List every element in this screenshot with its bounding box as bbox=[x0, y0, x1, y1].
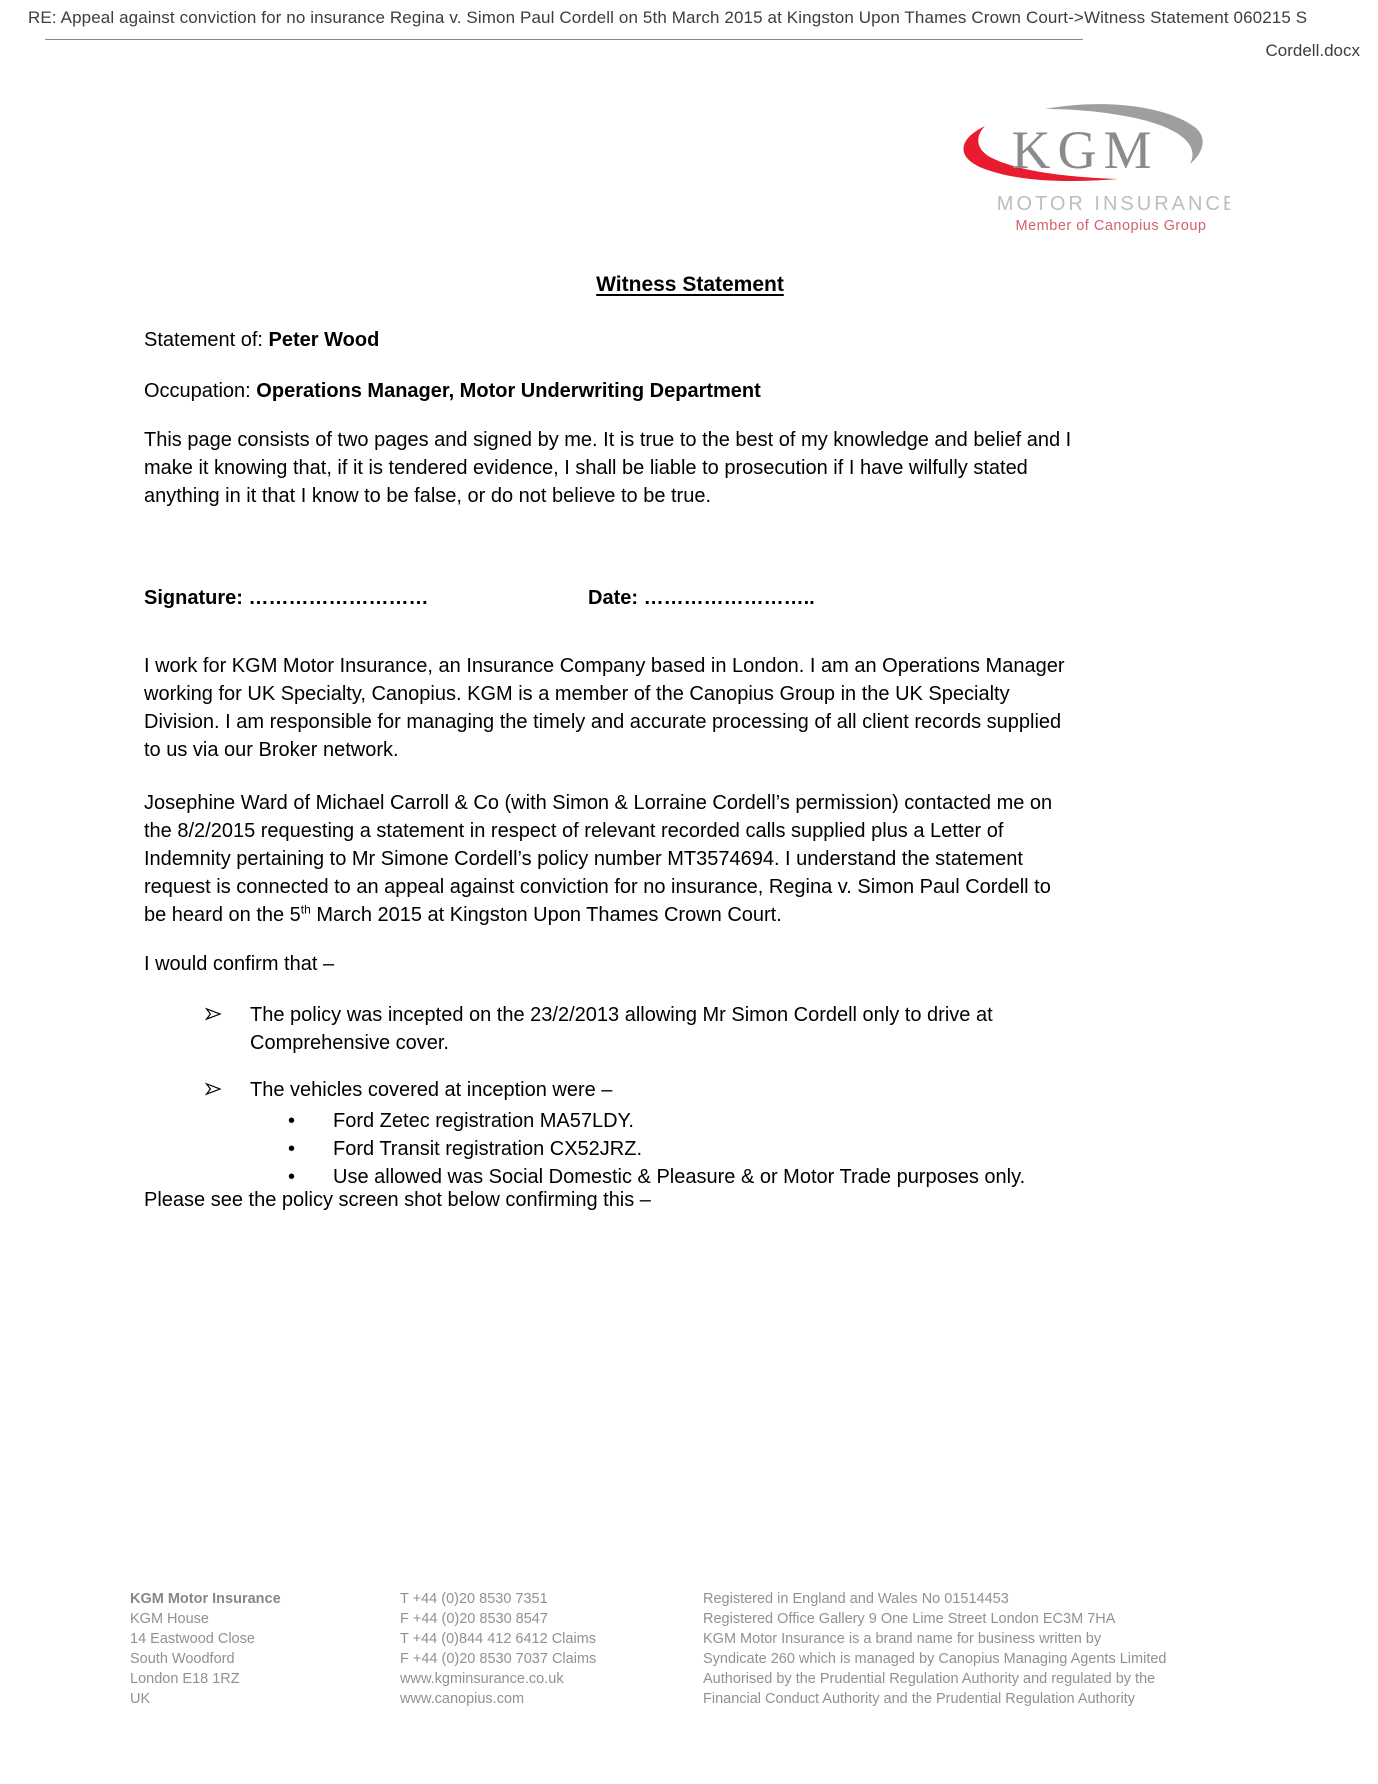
footer-address-line: South Woodford bbox=[130, 1651, 235, 1667]
footer-legal-line: Syndicate 260 which is managed by Canopius Managing Agents Limited bbox=[703, 1651, 1167, 1667]
list-item-vehicles-covered bbox=[205, 1076, 1105, 1104]
bullet-line: The policy was incepted on the 23/2/2013 allowing Mr Simon Cordell only to drive at bbox=[250, 1004, 993, 1026]
logo-tagline-text: MOTOR INSURANCE bbox=[996, 193, 1230, 215]
footer-legal-block bbox=[703, 1589, 1166, 1709]
paragraph-line: I work for KGM Motor Insurance, an Insurance Company based in London. I am an Operations Manager bbox=[144, 655, 1065, 677]
footer-address-line: 14 Eastwood Close bbox=[130, 1631, 255, 1647]
occupation-row bbox=[144, 377, 1236, 405]
footer-website-kgm: www.kgminsurance.co.uk bbox=[400, 1671, 564, 1687]
paragraph-line: Josephine Ward of Michael Carroll & Co (with Simon & Lorraine Cordell’s permission) contacted me on bbox=[144, 792, 1053, 814]
paragraph-line: the 8/2/2015 requesting a statement in respect of relevant recorded calls supplied plus a Letter of bbox=[144, 820, 1004, 842]
date-group bbox=[588, 584, 815, 612]
footer-legal-line: Authorised by the Prudential Regulation Authority and regulated by the bbox=[703, 1671, 1156, 1687]
footer-phone-line: T +44 (0)20 8530 7351 bbox=[400, 1591, 548, 1607]
footer-claims-fax-line: F +44 (0)20 8530 7037 Claims bbox=[400, 1651, 597, 1667]
footer-company-name: KGM Motor Insurance bbox=[130, 1591, 281, 1607]
confirm-intro-line: I would confirm that – bbox=[144, 953, 335, 975]
bullet-dot-icon: • bbox=[288, 1166, 296, 1188]
arrow-bullet-icon bbox=[205, 1007, 222, 1021]
footer-website-canopius: www.canopius.com bbox=[400, 1691, 525, 1707]
kgm-logo-swoosh-icon bbox=[930, 88, 1230, 240]
list-item bbox=[288, 1107, 1108, 1135]
list-item bbox=[288, 1135, 1108, 1163]
bullet-line: The vehicles covered at inception were – bbox=[250, 1079, 613, 1101]
paragraph-line: request is connected to an appeal against conviction for no insurance, Regina v. Simon Paul Cordell to bbox=[144, 876, 1051, 898]
footer-legal-line: Registered in England and Wales No 01514453 bbox=[703, 1591, 1009, 1607]
paragraph-line: Division. I am responsible for managing the timely and accurate processing of all client records supplied bbox=[144, 711, 1062, 733]
footer-claims-phone-line: T +44 (0)844 412 6412 Claims bbox=[400, 1631, 597, 1647]
footer-legal-line: Registered Office Gallery 9 One Lime Street London EC3M 7HA bbox=[703, 1611, 1116, 1627]
bullet-dot-icon: • bbox=[288, 1138, 296, 1160]
date-label: Date: bbox=[588, 587, 639, 609]
logo-member-text: Member of Canopius Group bbox=[1015, 218, 1207, 234]
statement-of-row bbox=[144, 326, 1236, 354]
declaration-paragraph bbox=[144, 426, 1236, 510]
bullet-dot-icon: • bbox=[288, 1110, 296, 1132]
role-paragraph bbox=[144, 652, 1236, 764]
paragraph-line: This page consists of two pages and signed by me. It is true to the best of my knowledge and belief and I bbox=[144, 429, 1072, 451]
line-segment: be heard on the 5 bbox=[144, 904, 301, 926]
footer-address-line: London E18 1RZ bbox=[130, 1671, 240, 1687]
occupation-label: Occupation: bbox=[144, 380, 251, 402]
page-title: Witness Statement bbox=[596, 273, 784, 296]
paragraph-line: to us via our Broker network. bbox=[144, 739, 399, 761]
footer-address-line: UK bbox=[130, 1691, 151, 1707]
sub-bullet-text: Use allowed was Social Domestic & Pleasure & or Motor Trade purposes only. bbox=[333, 1166, 1026, 1188]
kgm-logo bbox=[930, 88, 1230, 240]
footer-legal-line: KGM Motor Insurance is a brand name for business written by bbox=[703, 1631, 1102, 1647]
closing-line: Please see the policy screen shot below confirming this – bbox=[144, 1189, 651, 1211]
vehicle-sub-list bbox=[288, 1107, 1108, 1191]
footer-legal-line: Financial Conduct Authority and the Prudential Regulation Authority bbox=[703, 1691, 1136, 1707]
paragraph-line: anything in it that I know to be false, or do not believe to be true. bbox=[144, 485, 712, 507]
statement-of-label: Statement of: bbox=[144, 329, 263, 351]
footer-contact-block bbox=[400, 1589, 596, 1709]
ordinal-superscript: th bbox=[300, 902, 311, 917]
date-dotted-line: …………………….. bbox=[643, 587, 815, 609]
arrow-bullet-icon bbox=[205, 1082, 222, 1096]
paragraph-line: Indemnity pertaining to Mr Simone Cordell’s policy number MT3574694. I understand the statement bbox=[144, 848, 1023, 870]
signature-date-row bbox=[144, 584, 1236, 612]
sub-bullet-text: Ford Zetec registration MA57LDY. bbox=[333, 1110, 634, 1132]
sub-bullet-text: Ford Transit registration CX52JRZ. bbox=[333, 1138, 642, 1160]
footer-address-block bbox=[130, 1589, 281, 1709]
signature-label: Signature: bbox=[144, 587, 243, 609]
signature-dotted-line: ……………………… bbox=[248, 587, 429, 609]
attachment-filename: Cordell.docx bbox=[1265, 41, 1360, 60]
paragraph-line: make it knowing that, if it is tendered evidence, I shall be liable to prosecution if I have wilfully stated bbox=[144, 457, 1028, 479]
header-divider bbox=[45, 39, 1083, 40]
bullet-line: Comprehensive cover. bbox=[250, 1032, 449, 1054]
request-paragraph bbox=[144, 789, 1236, 929]
footer-address-line: KGM House bbox=[130, 1611, 209, 1627]
paragraph-line bbox=[144, 901, 1236, 929]
footer-fax-line: F +44 (0)20 8530 8547 bbox=[400, 1611, 548, 1627]
email-subject-line: RE: Appeal against conviction for no insurance Regina v. Simon Paul Cordell on 5th March 2015 at Kingston Upon Thames Crown Court->Witness Statement 060215 S bbox=[28, 8, 1308, 27]
list-item-policy-inception bbox=[205, 1001, 1105, 1057]
line-segment: March 2015 at Kingston Upon Thames Crown Court. bbox=[310, 904, 782, 926]
occupation-value: Operations Manager, Motor Underwriting Department bbox=[256, 380, 761, 402]
paragraph-line: working for UK Specialty, Canopius. KGM is a member of the Canopius Group in the UK Specialty bbox=[144, 683, 1010, 705]
logo-brand-text: KGM bbox=[1011, 120, 1159, 180]
statement-of-value: Peter Wood bbox=[268, 329, 380, 351]
